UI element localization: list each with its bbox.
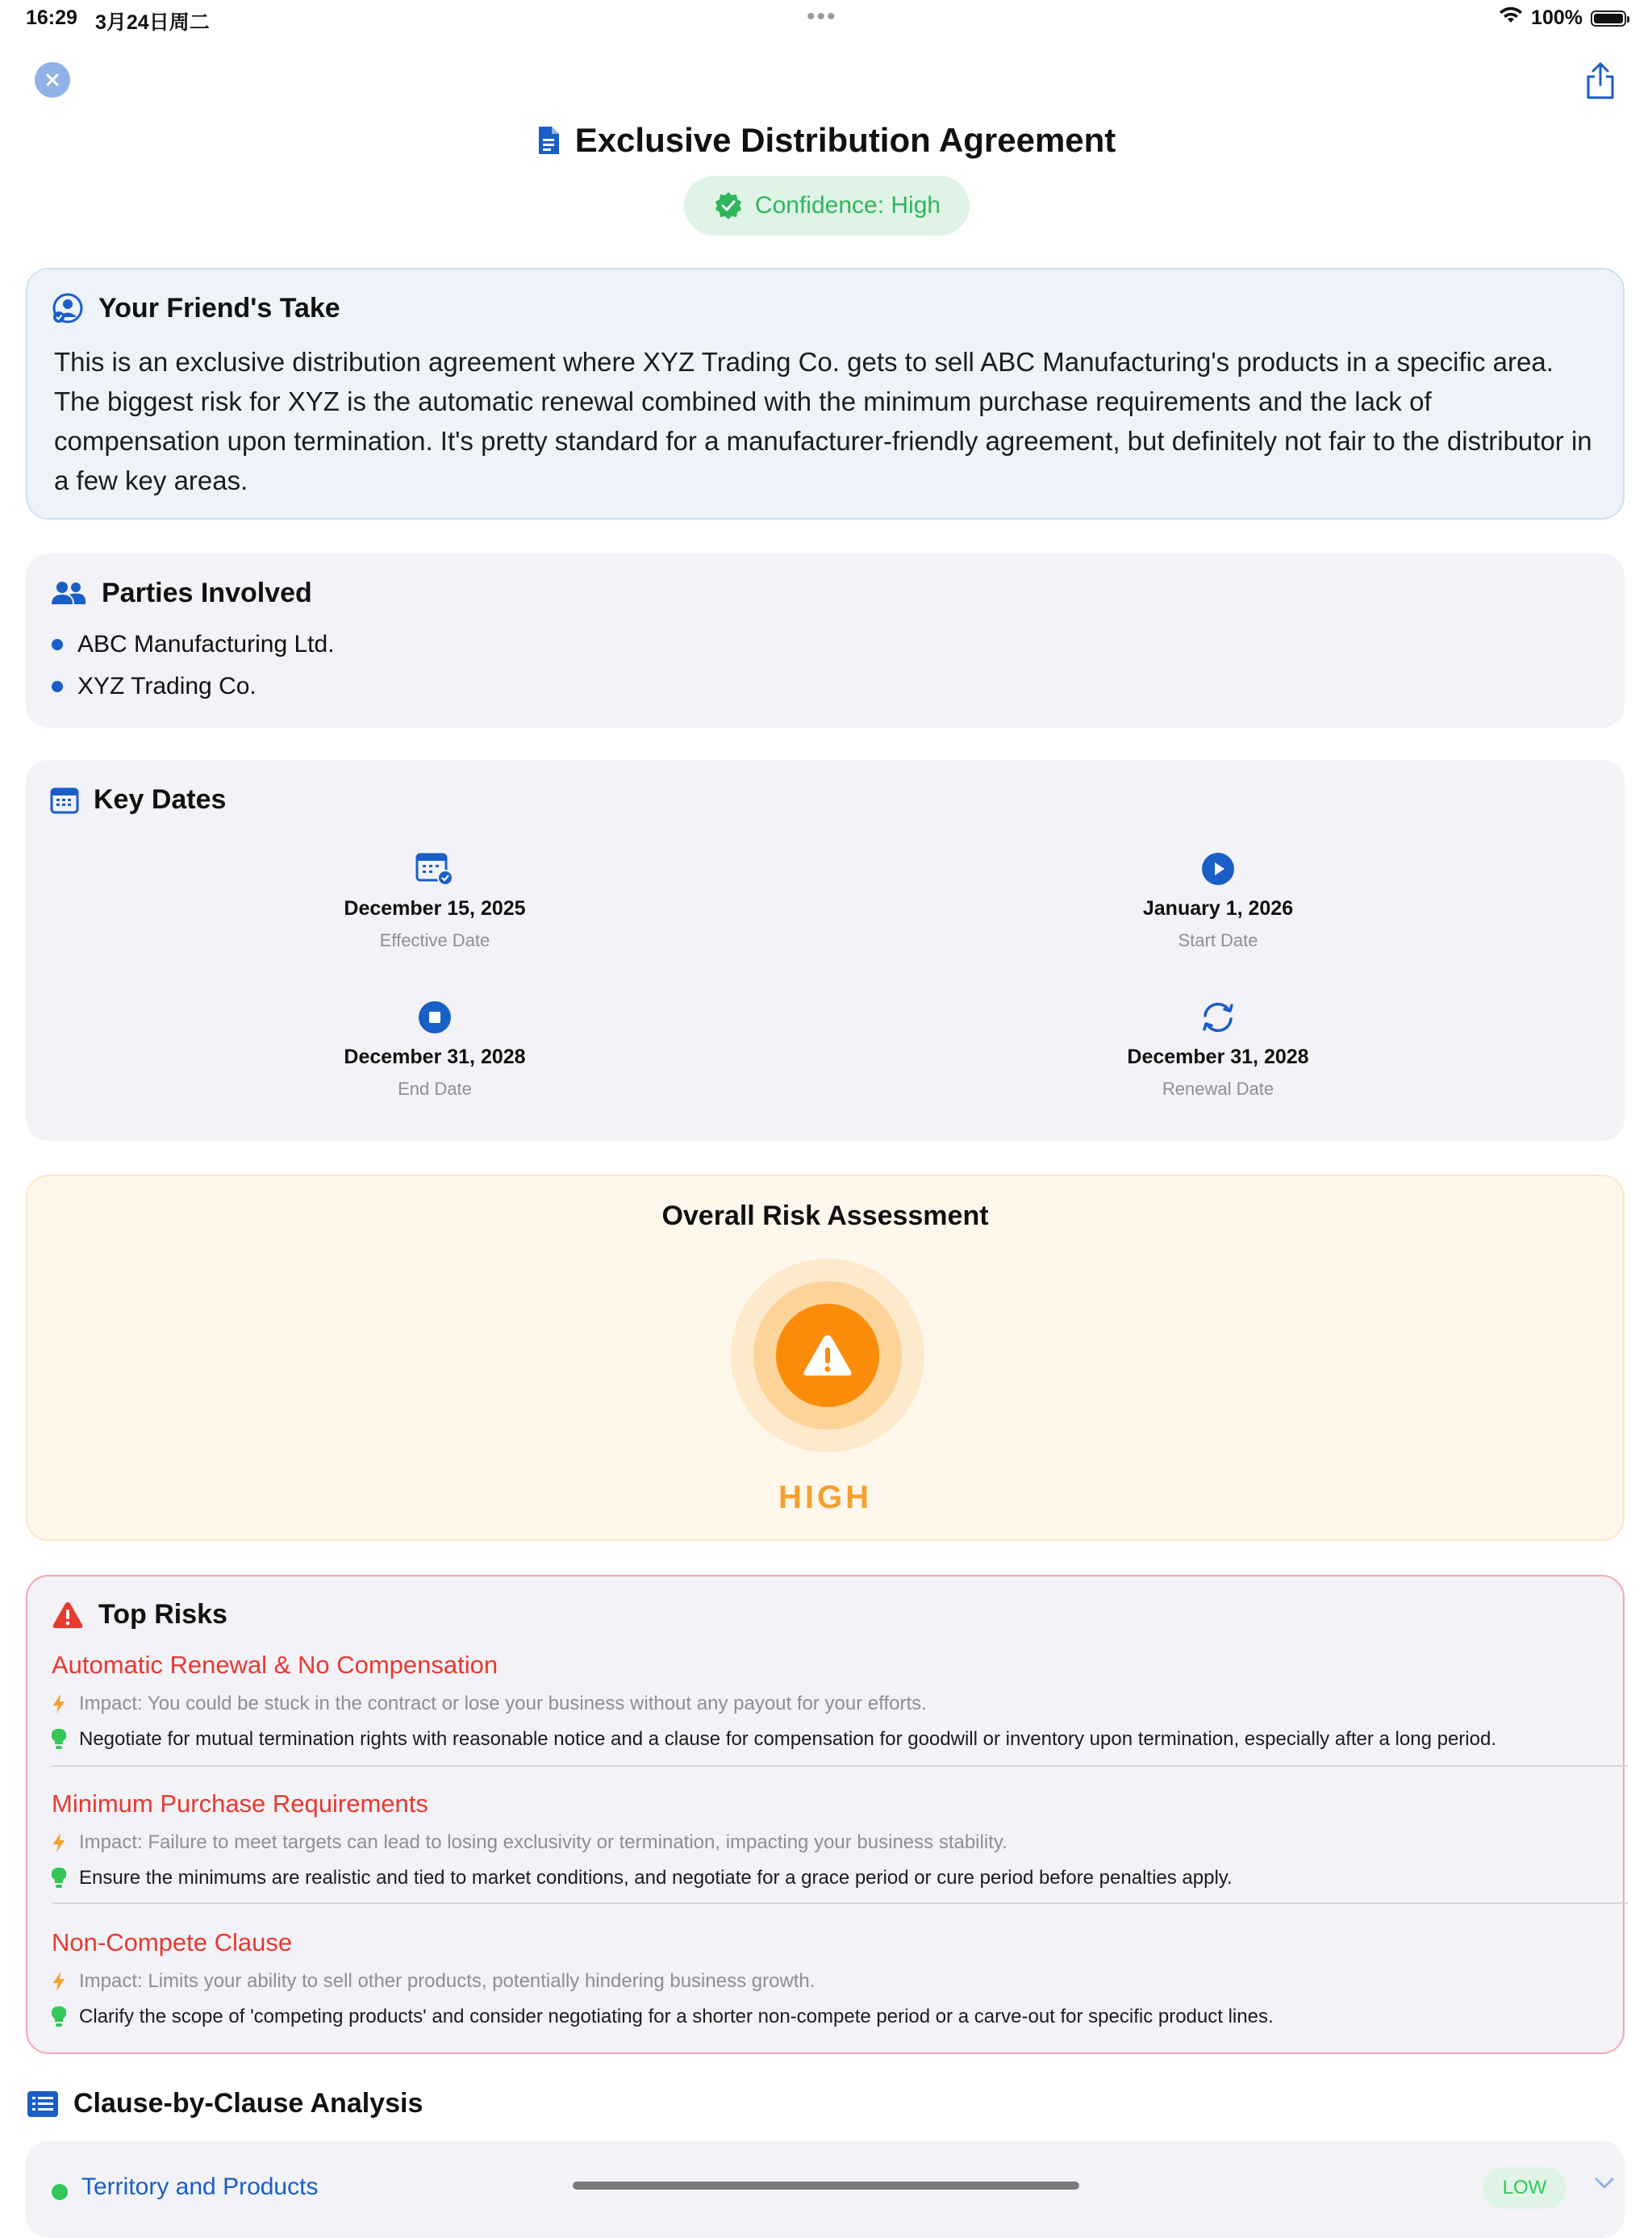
risk-advice: Negotiate for mutual termination rights with reasonable notice and a clause for compensation for goodwill or inventory upon termination, especially after a long period. bbox=[79, 1728, 1496, 1750]
bolt-icon bbox=[52, 1832, 66, 1853]
date-start bbox=[1016, 850, 1420, 951]
bolt-icon bbox=[52, 1971, 66, 1992]
risk-name: Automatic Renewal & No Compensation bbox=[52, 1651, 499, 1679]
multitasking-dots-icon[interactable]: ••• bbox=[807, 3, 837, 30]
top-risks-card bbox=[26, 1575, 1625, 2054]
friend-take-body: This is an exclusive distribution agreement where XYZ Trading Co. gets to sell ABC Manufacturing's products in a specific area. The biggest risk for XYZ is the automatic renewal combined with the minimum purchase requirements and the lack of compensation upon termination. It's pretty standard for a manufacturer-friendly agreement, but definitely not fair to the distributor in a few key areas. bbox=[54, 347, 1592, 495]
close-button[interactable] bbox=[35, 62, 70, 98]
risk-name: Non-Compete Clause bbox=[52, 1928, 293, 1956]
party-item bbox=[52, 631, 335, 658]
risk-impact-row bbox=[52, 1970, 1600, 1993]
lightbulb-icon bbox=[52, 1867, 66, 1889]
divider bbox=[52, 1765, 1628, 1767]
friend-take-card bbox=[26, 268, 1625, 520]
status-time: 16:29 bbox=[26, 6, 77, 29]
stop-icon bbox=[418, 1000, 452, 1034]
list-icon bbox=[27, 2090, 59, 2118]
warning-triangle-icon bbox=[802, 1333, 853, 1378]
risk-advice: Ensure the minimums are realistic and tied to market conditions, and negotiate for a grace period or cure period before penalties apply. bbox=[79, 1867, 1233, 1889]
battery-percent: 100% bbox=[1531, 6, 1583, 29]
key-dates-title: Key Dates bbox=[94, 784, 227, 815]
status-bar bbox=[0, 0, 1652, 39]
friend-take-header bbox=[52, 292, 340, 324]
key-dates-card bbox=[26, 760, 1625, 1141]
renew-icon bbox=[1198, 1000, 1238, 1035]
lightbulb-icon bbox=[52, 2006, 66, 2028]
confidence-badge bbox=[684, 176, 970, 236]
date-label: End Date bbox=[398, 1079, 472, 1099]
risk-impact: Impact: Limits your ability to sell other products, potentially hindering business growth. bbox=[79, 1970, 816, 1992]
date-end bbox=[233, 999, 636, 1100]
risk-advice: Clarify the scope of 'competing products' and consider negotiating for a shorter non-compete period or a carve-out for specific product lines. bbox=[79, 2006, 1274, 2027]
clause-analysis-header bbox=[27, 2088, 423, 2119]
date-label: Start Date bbox=[1178, 930, 1258, 950]
risk-level: HIGH bbox=[778, 1480, 872, 1515]
home-indicator[interactable] bbox=[573, 2182, 1079, 2190]
top-risks-header bbox=[52, 1599, 227, 1630]
wifi-icon bbox=[1499, 6, 1523, 30]
risk-advice-row bbox=[52, 2006, 1600, 2028]
play-icon bbox=[1201, 852, 1235, 886]
party-name: XYZ Trading Co. bbox=[77, 673, 257, 699]
risk-badge: LOW bbox=[1483, 2167, 1566, 2209]
people-icon bbox=[50, 580, 87, 608]
risk-impact-row bbox=[52, 1693, 1600, 1715]
party-name: ABC Manufacturing Ltd. bbox=[77, 631, 335, 658]
confidence-text: Confidence: High bbox=[754, 192, 941, 219]
date-value: December 31, 2028 bbox=[1127, 1046, 1309, 1068]
risk-impact: Impact: Failure to meet targets can lead to losing exclusivity or termination, impacting your business stability. bbox=[79, 1831, 1007, 1853]
top-risks-title: Top Risks bbox=[98, 1599, 227, 1630]
document-icon bbox=[536, 125, 561, 156]
date-effective bbox=[233, 850, 636, 951]
bullet-dot bbox=[52, 639, 63, 650]
battery-fill bbox=[1594, 14, 1623, 23]
share-icon bbox=[1584, 61, 1617, 101]
risk-advice-row bbox=[52, 1867, 1600, 1889]
parties-title: Parties Involved bbox=[102, 578, 312, 608]
verified-badge-icon bbox=[713, 190, 744, 221]
status-date: 3月24日周二 bbox=[95, 11, 210, 34]
risk-assessment-title: Overall Risk Assessment bbox=[661, 1200, 989, 1231]
party-item bbox=[52, 673, 257, 700]
lightbulb-icon bbox=[52, 1728, 66, 1751]
clause-name[interactable]: Territory and Products bbox=[81, 2173, 319, 2200]
status-right bbox=[1499, 6, 1626, 30]
date-value: December 15, 2025 bbox=[344, 897, 526, 920]
risk-advice-row bbox=[52, 1728, 1600, 1751]
date-value: January 1, 2026 bbox=[1142, 897, 1294, 920]
key-dates-header bbox=[50, 784, 226, 816]
friend-take-title: Your Friend's Take bbox=[98, 292, 340, 324]
risk-impact-row bbox=[52, 1831, 1600, 1854]
calendar-check-icon bbox=[415, 851, 454, 887]
risk-indicator bbox=[776, 1304, 879, 1407]
risk-status-dot bbox=[52, 2184, 68, 2200]
risk-name: Minimum Purchase Requirements bbox=[52, 1789, 428, 1818]
share-button[interactable] bbox=[1583, 60, 1618, 102]
risk-impact: Impact: You could be stuck in the contract or lose your business without any payout for your efforts. bbox=[79, 1693, 927, 1714]
clause-row-territory[interactable] bbox=[26, 2141, 1625, 2238]
chevron-down-icon[interactable] bbox=[1594, 2177, 1615, 2190]
risk-item bbox=[52, 1789, 1600, 1889]
clause-analysis-title: Clause-by-Clause Analysis bbox=[73, 2088, 423, 2119]
battery-icon bbox=[1591, 10, 1626, 27]
document-title bbox=[0, 121, 1652, 160]
parties-card bbox=[26, 553, 1625, 728]
alert-triangle-icon bbox=[52, 1601, 84, 1630]
date-label: Effective Date bbox=[379, 930, 490, 950]
parties-header bbox=[50, 578, 312, 609]
risk-item bbox=[52, 1651, 1600, 1751]
divider bbox=[52, 1902, 1628, 1904]
risk-item bbox=[52, 1928, 1600, 2028]
bolt-icon bbox=[52, 1693, 66, 1714]
calendar-icon bbox=[50, 787, 79, 814]
bullet-dot bbox=[52, 681, 63, 692]
date-label: Renewal Date bbox=[1162, 1079, 1274, 1099]
date-value: December 31, 2028 bbox=[344, 1046, 526, 1068]
person-badge-icon bbox=[52, 292, 84, 324]
date-renewal bbox=[1016, 999, 1420, 1100]
risk-assessment-card bbox=[26, 1175, 1625, 1541]
close-icon bbox=[44, 72, 60, 88]
page-title: Exclusive Distribution Agreement bbox=[574, 121, 1116, 159]
